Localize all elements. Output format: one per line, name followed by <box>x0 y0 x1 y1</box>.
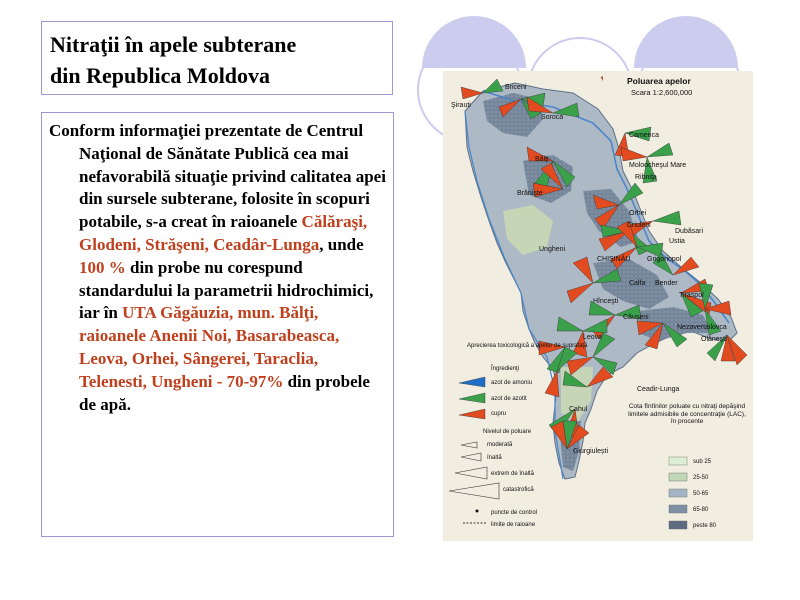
legend-level: moderată <box>487 442 513 448</box>
city-label: Grigoriopol <box>647 256 682 263</box>
legend-level: catastrofică <box>503 487 534 493</box>
city-label: Dubăsari <box>675 228 704 235</box>
legend-item: azot de azotit <box>491 396 527 402</box>
city-label: Giurgiulești <box>573 448 609 455</box>
legend-level-title: Nivelul de poluare <box>483 429 532 435</box>
legend-class: 65-80 <box>693 507 709 513</box>
legend-class: 25-50 <box>693 475 709 481</box>
body-text: din probe nu corespund standardului la parametrii hidrochimici, iar în <box>79 257 374 323</box>
city-label: Căuşeni <box>623 314 649 321</box>
legend-class-swatch <box>669 489 687 497</box>
city-label: Olăneşti <box>701 336 727 343</box>
city-label: Cahul <box>569 406 588 413</box>
legend-level: extrem de înaltă <box>491 471 535 477</box>
city-label: Ceadir-Lunga <box>637 386 680 393</box>
legend-item: cupru <box>491 411 507 417</box>
decor-circle-fill <box>422 16 526 68</box>
city-label: Hînceşti <box>593 298 619 305</box>
slide-title <box>50 29 384 91</box>
legend-districts: limite de raioane <box>491 522 536 528</box>
city-label: Ustia <box>669 238 685 245</box>
legend-nitrates-title: Cota fîntînilor poluate cu nitraţi depăşind limitele admisibile de concentraţie (LAC), în procente <box>628 403 746 425</box>
legend-heading: Aprecierea toxicologică a apelor de suprafaţă <box>467 343 588 349</box>
city-label: Leova <box>583 334 603 341</box>
legend-item: azot de amoniu <box>491 380 533 386</box>
city-label: Orhei <box>629 210 647 217</box>
body-paragraph <box>49 120 387 416</box>
water-pollution-map <box>443 71 753 541</box>
city-label: Şirauti <box>451 102 471 109</box>
legend-nitrates-title-box <box>627 403 747 445</box>
legend-class: peste 80 <box>693 523 717 529</box>
city-label: Tiraspol <box>679 292 704 299</box>
legend-class-swatch <box>669 521 687 529</box>
legend-class: 50-65 <box>693 491 709 497</box>
legend-level: înaltă <box>487 455 502 461</box>
legend-ingredients-title: Îngredienţi <box>491 366 520 372</box>
highlight-districts-100: Călăraşi, Glodeni, Străşeni, Ceadâr-Lunga <box>79 212 368 254</box>
city-label: Bender <box>655 280 678 287</box>
body-text: din probele de apă. <box>79 371 370 414</box>
city-label: CHIŞINĂU <box>597 256 631 263</box>
highlight-percent-100: 100 % <box>79 257 126 277</box>
city-label: Bălţi <box>535 156 549 163</box>
content-box <box>41 112 394 537</box>
city-label: Brăniște <box>517 190 543 197</box>
city-label: Criuleni <box>627 222 651 229</box>
city-label: Ribniţa <box>635 174 657 181</box>
decor-circle-fill <box>634 16 738 68</box>
slide-title-line1: Nitraţii în apele subterane <box>50 32 297 57</box>
legend-class-swatch <box>669 473 687 481</box>
body-text: Conform informaţiei prezentate de Centrul Naţional de Sănătate Publică cea mai nefavorabilă situaţie privind calitatea apei din sursele subterane, folosite în scopuri potabile, s-a creat în raioanele <box>49 121 386 232</box>
body-text: , unde <box>319 234 364 254</box>
city-label: Camenca <box>629 132 659 139</box>
slide-title-line2: din Republica Moldova <box>50 63 271 88</box>
legend-control-point <box>476 510 479 513</box>
city-label: Briceni <box>505 84 527 91</box>
legend-class-swatch <box>669 457 687 465</box>
highlight-districts-70-97: UTA Găgăuzia, mun. Bălţi, raioanele Anenii Noi, Basarabeasca, Leova, Orhei, Sângerei, Taraclia, Telenesti, Ungheni - 70-97% <box>79 303 340 391</box>
city-label: Nezavertailovca <box>677 324 727 331</box>
city-label: Moloocheşul Mare <box>629 162 687 169</box>
title-box <box>41 21 393 95</box>
legend-class: sub 25 <box>693 459 712 465</box>
map-title: Poluarea apelor <box>627 76 691 86</box>
legend-class-swatch <box>669 505 687 513</box>
legend-control: puncte de control <box>491 510 538 516</box>
map-scale: Scara 1:2,600,000 <box>631 88 693 97</box>
city-label: Calfa <box>629 280 646 287</box>
city-label: Soroca <box>541 114 564 121</box>
city-label: Ungheni <box>539 246 566 253</box>
